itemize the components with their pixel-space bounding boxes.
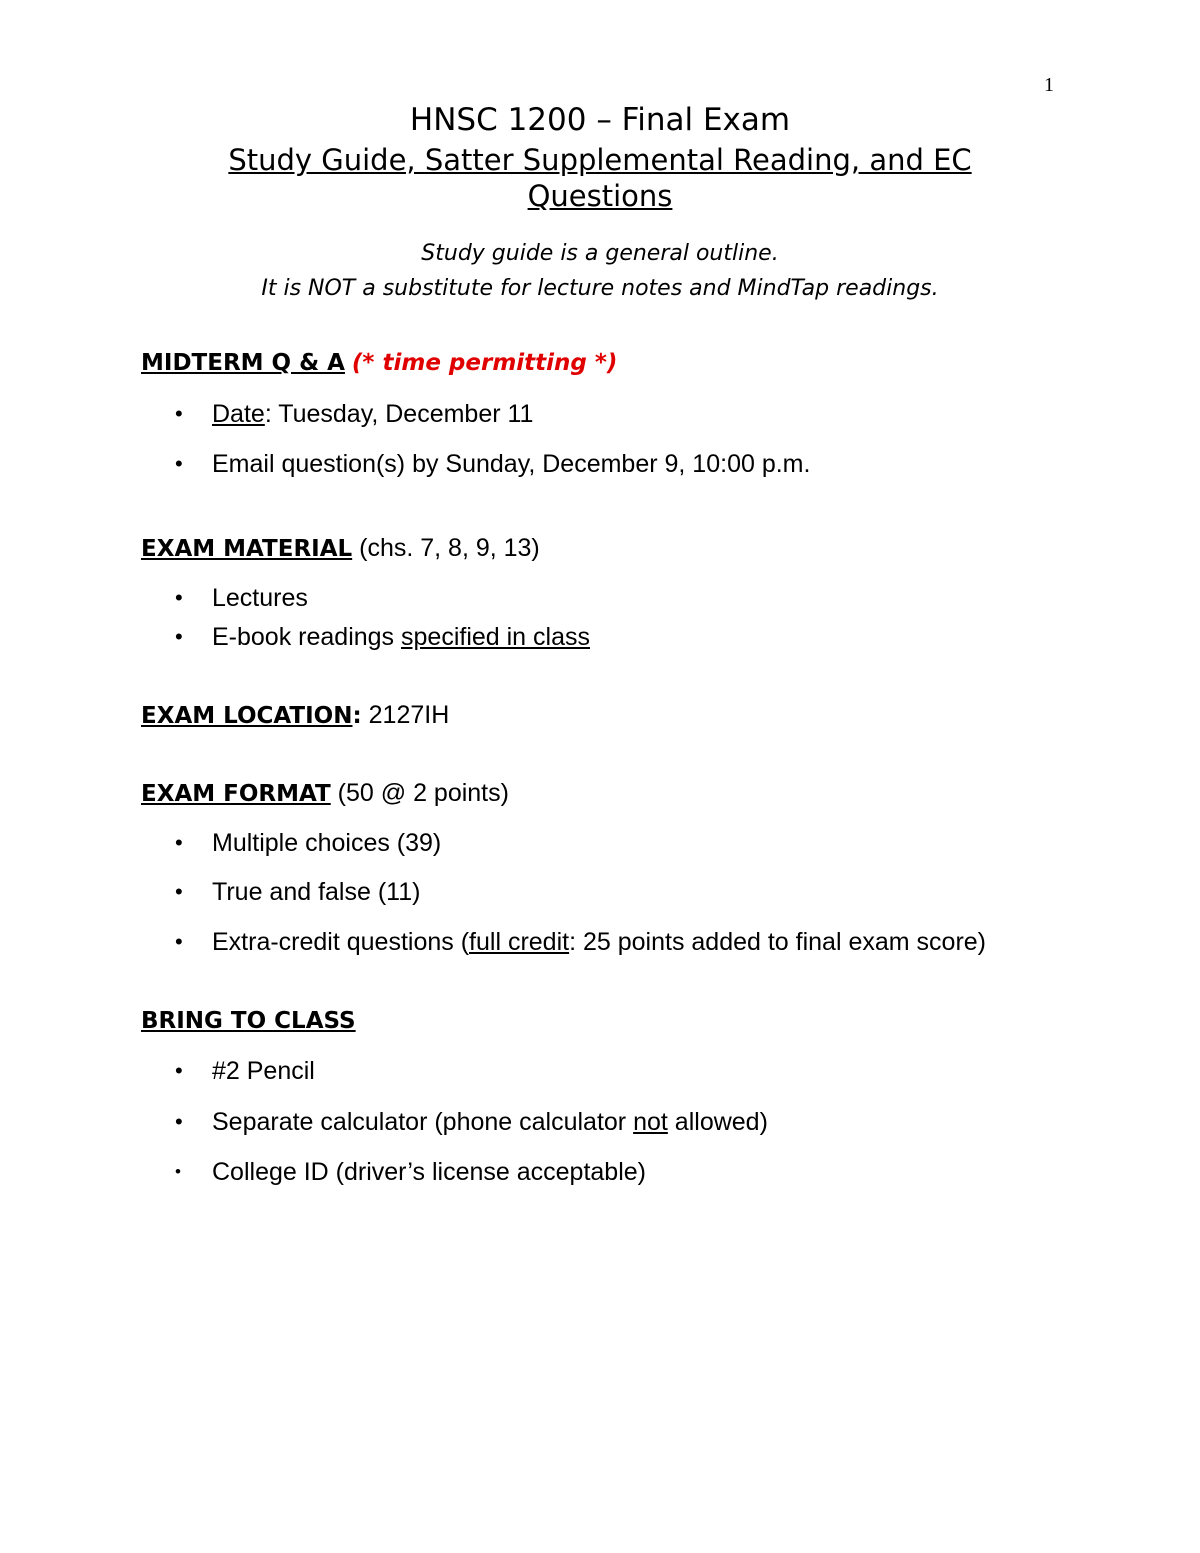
bullet-icon: • (175, 1162, 181, 1181)
format-full-credit: full credit (469, 928, 570, 956)
bring-heading-label: BRING TO CLASS (141, 1008, 356, 1034)
list-item (141, 827, 986, 859)
list-item (141, 926, 986, 958)
material-list (141, 582, 590, 653)
location-heading (141, 699, 449, 732)
section-bring-to-class (141, 1004, 768, 1188)
guide-note-line-2: It is NOT a substitute for lecture notes and MindTap readings. (261, 276, 939, 301)
guide-note-line-1: Study guide is a general outline. (421, 241, 779, 266)
date-label: Date (212, 400, 265, 428)
section-exam-format (141, 777, 986, 958)
format-heading-label: EXAM FORMAT (141, 781, 331, 807)
midterm-time-note: (* time permitting *) (351, 350, 618, 376)
bullet-icon: • (175, 830, 183, 855)
material-heading-label: EXAM MATERIAL (141, 536, 353, 562)
bring-heading (141, 1004, 768, 1037)
location-colon: : (352, 703, 362, 729)
list-item (141, 1106, 768, 1138)
material-ebook-specified: specified in class (401, 623, 590, 651)
bullet-icon: • (175, 1109, 183, 1134)
midterm-heading (141, 346, 810, 379)
email-deadline: Email question(s) by Sunday, December 9, 10:00 p.m. (212, 450, 811, 478)
bullet-icon: • (175, 585, 183, 610)
format-multiple-choice: Multiple choices (39) (212, 829, 442, 857)
list-item (141, 1156, 768, 1188)
midterm-list (141, 398, 810, 480)
format-list (141, 827, 986, 958)
material-lectures: Lectures (212, 584, 308, 612)
location-heading-label: EXAM LOCATION (141, 703, 353, 729)
bullet-icon: • (175, 1058, 183, 1083)
section-exam-location (141, 699, 449, 732)
document-header (0, 100, 1200, 306)
document-subtitle: Study Guide, Satter Supplemental Reading, and EC Questions (228, 143, 972, 213)
section-midterm (141, 346, 810, 480)
bring-calculator-not: not (633, 1108, 668, 1136)
list-item (141, 1055, 768, 1087)
format-extra-credit-prefix: Extra-credit questions ( (212, 928, 470, 956)
bring-college-id: College ID (driver’s license acceptable) (212, 1158, 646, 1186)
bullet-icon: • (175, 879, 183, 904)
bullet-icon: • (175, 401, 183, 426)
page-number: 1 (1044, 74, 1054, 96)
bring-pencil: #2 Pencil (212, 1057, 315, 1085)
material-chapters: (chs. 7, 8, 9, 13) (352, 534, 540, 562)
material-ebook-prefix: E-book readings (212, 623, 402, 651)
bullet-icon: • (175, 624, 183, 649)
section-exam-material (141, 532, 590, 653)
bullet-icon: • (175, 929, 183, 954)
format-extra-credit-suffix: : 25 points added to final exam score) (569, 928, 987, 956)
bullet-icon: • (175, 451, 183, 476)
document-title: HNSC 1200 – Final Exam (409, 102, 791, 138)
format-points: (50 @ 2 points) (330, 779, 509, 807)
list-item (141, 621, 590, 653)
bring-calculator-suffix: allowed) (667, 1108, 768, 1136)
format-true-false: True and false (11) (212, 878, 421, 906)
date-value: : Tuesday, December 11 (264, 400, 534, 428)
list-item (141, 582, 590, 614)
format-heading (141, 777, 986, 810)
list-item (141, 876, 986, 908)
list-item (141, 448, 810, 480)
bring-list (141, 1055, 768, 1188)
bring-calculator-prefix: Separate calculator (phone calculator (212, 1108, 634, 1136)
midterm-heading-label: MIDTERM Q & A (141, 350, 345, 376)
list-item (141, 398, 810, 430)
material-heading (141, 532, 590, 565)
location-value: 2127IH (361, 701, 450, 729)
